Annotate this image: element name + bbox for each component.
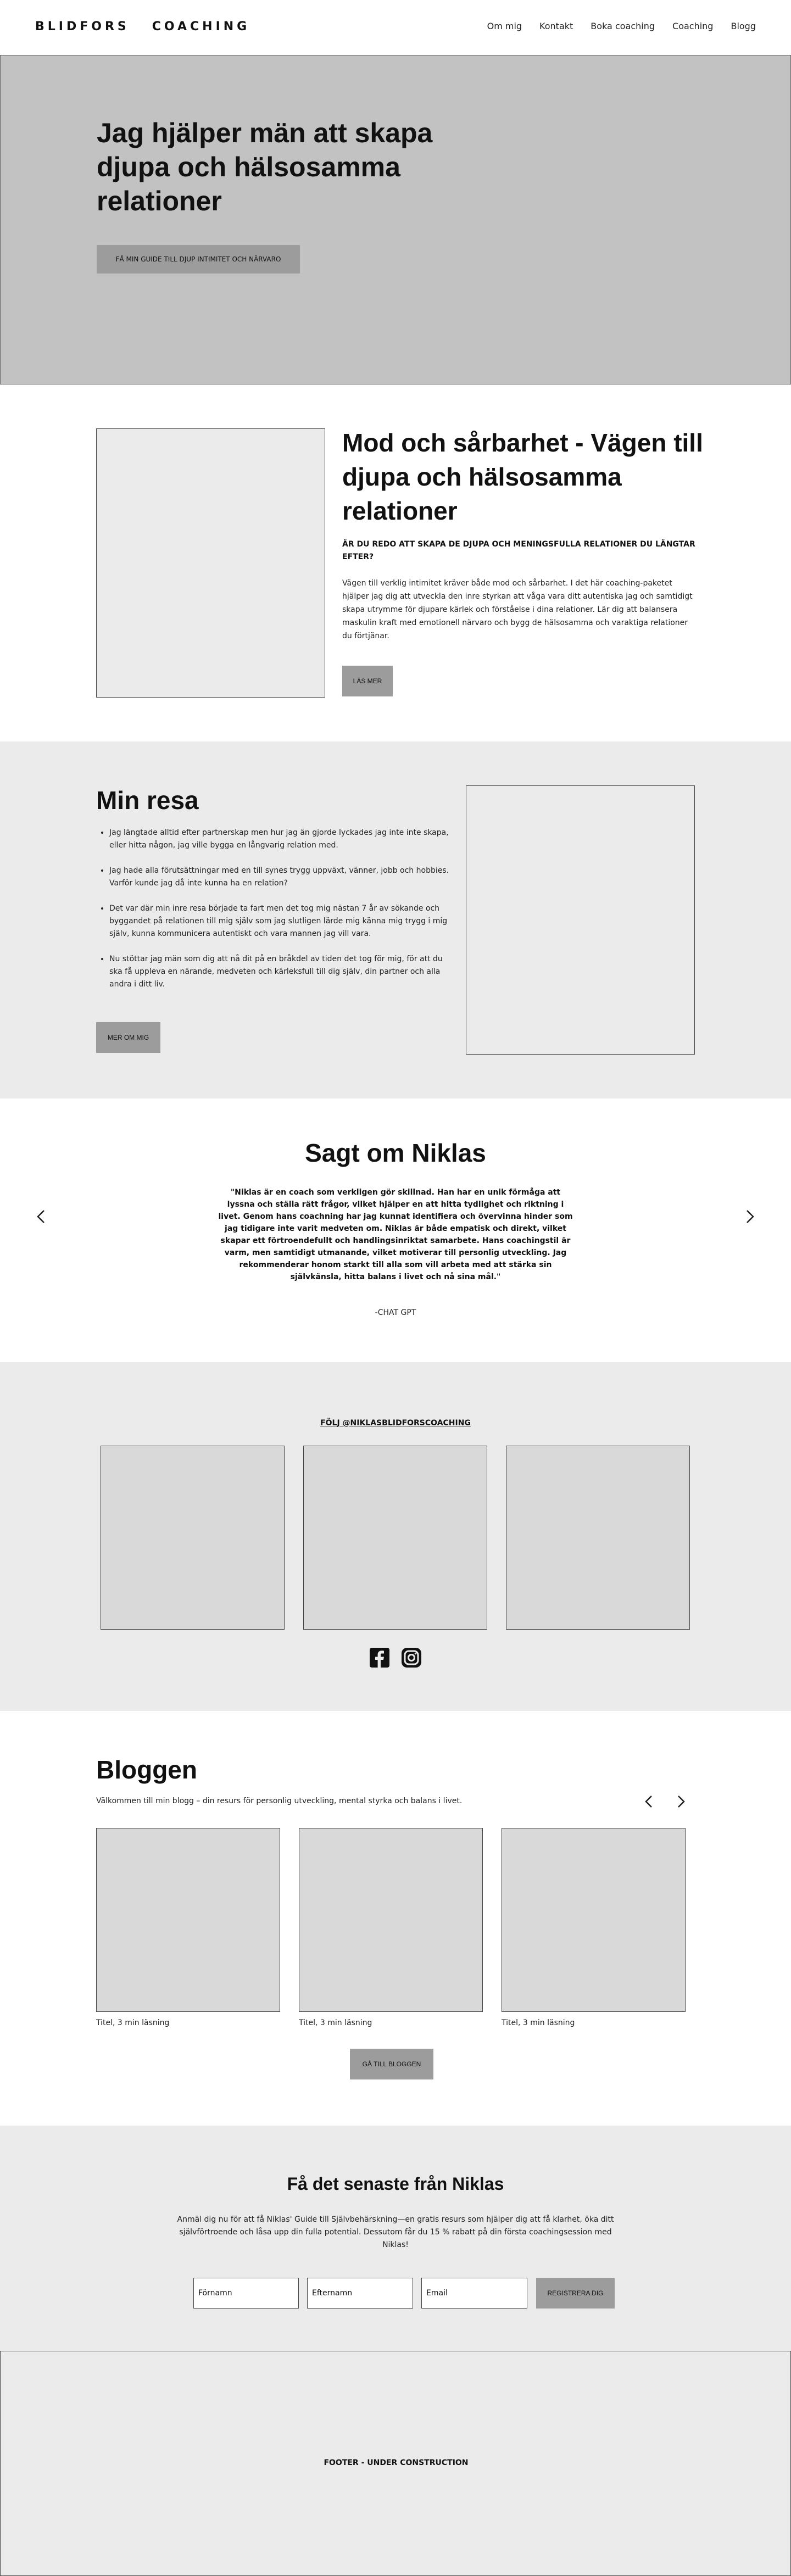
- nav-item-blogg[interactable]: Blogg: [731, 21, 756, 31]
- newsletter-text: Anmäl dig nu för att få Niklas' Guide till Självbehärskning—en gratis resurs som hjälper dig att få klarhet, öka ditt självförtroende och låsa upp din fulla potential. Dessutom får du 15 % rabatt på din första coachingsession med Niklas!: [177, 2215, 614, 2249]
- nav-item-kontakt[interactable]: Kontakt: [539, 21, 573, 31]
- register-button[interactable]: REGISTRERA DIG: [536, 2278, 615, 2309]
- testimonial-prev-button[interactable]: [31, 1206, 53, 1228]
- go-to-blog-button[interactable]: GÅ TILL BLOGGEN: [350, 2049, 433, 2079]
- journey-list-item: • Det var där min inre resa började ta fart men det tog mig nästan 7 år av sökande och byggandet på relationen till mig själv som jag slutligen lärde mig känna mig trygg i mig själv, kunna kommunicera autentiskt och vara mannen jag vill vara.: [109, 902, 453, 940]
- testimonial-author: -CHAT GPT: [375, 1308, 416, 1317]
- instagram-post-image[interactable]: [506, 1446, 690, 1630]
- blog-card-image[interactable]: [502, 1828, 686, 2012]
- chevron-left-icon: [31, 1206, 53, 1228]
- first-name-field[interactable]: [193, 2278, 299, 2309]
- instagram-post-image[interactable]: [101, 1446, 285, 1630]
- blog-title: Bloggen: [96, 1755, 197, 1784]
- site-footer: [0, 2351, 791, 2576]
- instagram-section: [0, 1362, 791, 1711]
- newsletter-title: Få det senaste från Niklas: [287, 2174, 504, 2194]
- newsletter-section: [0, 2126, 791, 2351]
- read-more-button[interactable]: LÄS MER: [342, 666, 393, 696]
- journey-list-item: • Jag längtade alltid efter partnerskap men hur jag än gjorde lyckades jag inte inte skapa, eller hitta någon, jag ville bygga en långvarig relation med.: [109, 827, 453, 852]
- last-name-field[interactable]: [307, 2278, 413, 2309]
- facebook-icon[interactable]: [369, 1647, 391, 1669]
- instagram-post-image[interactable]: [303, 1446, 487, 1630]
- journey-image: [466, 785, 695, 1055]
- chevron-left-icon: [638, 1791, 660, 1813]
- blog-intro: Välkommen till min blogg – din resurs för personlig utveckling, mental styrka och balans i livet.: [96, 1797, 463, 1805]
- instagram-follow-link[interactable]: FÖLJ @NIKLASBLIDFORSCOACHING: [320, 1419, 471, 1428]
- journey-list-item: • Jag hade alla förutsättningar med en till synes trygg uppväxt, vänner, jobb och hobbies. Varför kunde jag då inte kunna ha en relation?: [109, 865, 453, 890]
- footer-text: FOOTER - UNDER CONSTRUCTION: [324, 2458, 469, 2467]
- nav-item-om-mig[interactable]: Om mig: [487, 21, 522, 31]
- blog-card-caption[interactable]: Titel, 3 min läsning: [96, 2019, 170, 2027]
- coaching-package-section: [0, 384, 791, 741]
- guide-cta-button[interactable]: FÅ MIN GUIDE TILL DJUP INTIMITET OCH NÄRVARO: [97, 245, 300, 274]
- journey-section: [0, 741, 791, 1099]
- instagram-icon[interactable]: [400, 1647, 422, 1669]
- nav-item-boka-coaching[interactable]: Boka coaching: [591, 21, 655, 31]
- coaching-package-title: Mod och sårbarhet - Vägen till djupa och hälsosamma relationer: [342, 428, 703, 525]
- blog-next-button[interactable]: [670, 1791, 692, 1813]
- journey-title: Min resa: [96, 786, 199, 815]
- coaching-package-body: Vägen till verklig intimitet kräver både mod och sårbarhet. I det här coaching-paketet hjälper jag dig att utveckla den inre styrkan att våga vara ditt autentiska jag och samtidigt skapa utrymme för djupare kärlek och förståelse i dina relationer. Lär dig att balansera maskulin kraft med emotionell närvaro och bygg de hälsosamma och varaktiga relationer du förtjänar.: [342, 579, 693, 640]
- email-field[interactable]: [421, 2278, 527, 2309]
- hero-section: [0, 55, 791, 384]
- blog-section: [0, 1711, 791, 2126]
- coaching-package-image: [96, 428, 325, 698]
- blog-card-caption[interactable]: Titel, 3 min läsning: [502, 2019, 575, 2027]
- journey-list-item: • Nu stöttar jag män som dig att nå dit på en bråkdel av tiden det tog för mig, för att du ska få uppleva en närande, medveten och kärleksfull till dig själv, din partner och alla andra i ditt liv.: [109, 953, 453, 991]
- chevron-right-icon: [670, 1791, 692, 1813]
- journey-list: [96, 827, 453, 1003]
- more-about-me-button[interactable]: MER OM MIG: [96, 1022, 160, 1053]
- blog-prev-button[interactable]: [638, 1791, 660, 1813]
- site-logo[interactable]: BLIDFORS COACHING: [35, 20, 250, 34]
- blog-card-image[interactable]: [299, 1828, 483, 2012]
- testimonial-next-button[interactable]: [738, 1206, 760, 1228]
- testimonial-quote: "Niklas är en coach som verkligen gör skillnad. Han har en unik förmåga att lyssna och ställa rätt frågor, vilket hjälper en att hitta tydlighet och riktning i livet. Genom hans coachning har jag kunnat identifiera och övervinna hinder som jag tidigare inte varit medveten om. Niklas är både empatisk och direkt, vilket skapar ett förtroendefullt och handlingsinriktat samarbete. Hans coachingstil är varm, men samtidigt utmanande, vilket motiverar till personlig utveckling. Jag rekommenderar honom starkt till alla som vill arbeta med att stärka sin självkänsla, hitta balans i livet och nå sina mål.": [218, 1188, 573, 1281]
- site-header: [0, 0, 791, 55]
- coaching-package-subtitle: ÄR DU REDO ATT SKAPA DE DJUPA OCH MENINGSFULLA RELATIONER DU LÄNGTAR EFTER?: [342, 540, 695, 561]
- testimonial-title: Sagt om Niklas: [305, 1139, 486, 1167]
- main-nav: [487, 21, 756, 31]
- testimonial-section: [0, 1099, 791, 1362]
- chevron-right-icon: [738, 1206, 760, 1228]
- blog-card-caption[interactable]: Titel, 3 min läsning: [299, 2019, 372, 2027]
- nav-item-coaching[interactable]: Coaching: [672, 21, 714, 31]
- hero-title: Jag hjälper män att skapa djupa och hälsosamma relationer: [97, 118, 433, 216]
- blog-card-image[interactable]: [96, 1828, 280, 2012]
